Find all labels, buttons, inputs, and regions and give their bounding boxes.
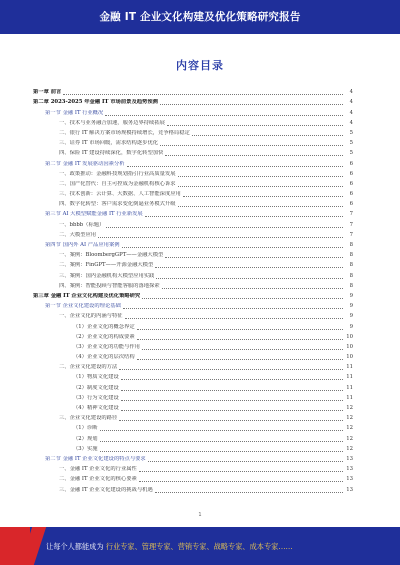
toc-entry-page: 11 [346,364,353,371]
toc-entry-text: 二、案例：FinGPT——开源金融大模型 [59,262,154,269]
toc-entry-text: 一、企业文化的内涵与特征 [59,313,123,320]
toc-leader-dots [139,481,343,482]
toc-entry-text: 第四节 国内外 AI 产品应用案例 [45,242,120,248]
toc-leader-dots [137,329,343,330]
toc-heading: 内容目录 [176,59,224,72]
toc-leader-dots [178,176,343,177]
toc-entry-page: 10 [346,354,353,361]
toc-entry-page: 6 [349,170,353,177]
toc-entry[interactable] [33,280,353,290]
toc-entry[interactable] [33,198,353,208]
footer-lead-text: 让每个人都能成为 [46,542,104,551]
toc-entry[interactable] [33,402,353,412]
toc-leader-dots [156,278,343,279]
toc-entry-page: 8 [349,262,353,269]
toc-entry-page: 12 [346,425,353,432]
toc-entry-page: 9 [349,303,353,310]
toc-entry-page: 11 [346,374,353,381]
toc-leader-dots [137,359,343,360]
toc-entry[interactable] [33,422,353,432]
toc-entry-text: 一、技术与业务融合加速，服务边界持续拓展 [59,119,165,126]
toc-leader-dots [121,390,343,391]
toc-entry-text: 第一节 金融 IT 行业概况 [45,109,104,116]
toc-entry[interactable] [33,239,353,249]
toc-leader-dots [167,125,343,126]
toc-entry[interactable] [33,188,353,198]
toc-entry[interactable] [33,259,353,269]
toc-entry-text: 三、企业文化建设的路径 [59,415,118,422]
toc-entry[interactable] [33,117,353,127]
toc-leader-dots [160,145,343,146]
toc-entry-text: 一、案例：BloombergGPT——金融大模型 [59,252,164,259]
toc-entry-page: 4 [349,109,353,116]
toc-entry-text: 二、大模型应用 [59,231,97,238]
toc-entry[interactable] [33,371,353,381]
toc-entry[interactable] [33,147,353,157]
toc-entry-text: 三、技术创新：云计算、大数据、人工智能深度应用 [59,191,181,198]
toc-entry-text: 第二节 金融 IT 企业文化建设的特点与要求 [45,455,146,462]
toc-entry-text: 第一节 企业文化建设的理论基础 [45,303,121,310]
toc-leader-dots [160,104,343,105]
toc-entry[interactable] [33,96,353,106]
toc-entry-page: 13 [346,486,353,493]
toc-entry[interactable] [33,229,353,239]
toc-leader-dots [127,166,343,167]
toc-leader-dots [121,410,343,411]
page-number: 1 [198,512,202,518]
toc-entry-page: 11 [346,394,353,401]
toc-entry-text: 二、银行 IT 解决方案市场规模持续增长，竞争格局稳定 [59,129,190,136]
toc-entry-text: （1）物质文化建设 [73,374,119,381]
toc-entry[interactable] [33,168,353,178]
toc-entry[interactable] [33,331,353,341]
toc-entry-text: （3）企业文化的功能与作用 [73,343,140,350]
toc-entry-text: （2）企业文化的构成要素 [73,333,135,340]
toc-entry-page: 9 [349,323,353,330]
toc-leader-dots [139,471,343,472]
toc-leader-dots [148,461,343,462]
toc-entry-page: 6 [349,160,353,167]
toc-entry-page: 6 [349,191,353,198]
toc-leader-dots [142,349,343,350]
toc-entry-text: 二、国产化替代：自主可控成为金融机构核心诉求 [59,180,176,187]
toc-entry[interactable] [33,127,353,137]
toc-entry-text: 三、证券 IT 市场回暖，需求结构逐步优化 [59,140,159,147]
toc-entry-text: 四、保险 IT 建设持续深化，数字化转型加快 [59,150,164,157]
toc-entry[interactable] [33,443,353,453]
toc-entry[interactable] [33,208,353,218]
toc-entry-page: 6 [349,201,353,208]
toc-entry-text: （1）企业文化的概念界定 [73,323,135,330]
toc-entry-text: （4）精神文化建设 [73,405,119,411]
toc-entry-page: 12 [346,435,353,442]
toc-entry[interactable] [33,453,353,463]
toc-entry-page: 8 [349,272,353,279]
toc-entry-page: 10 [346,343,353,350]
toc-entry-page: 12 [346,405,353,411]
toc-entry-text: 一、bbbb（标题） [59,221,105,228]
toc-entry[interactable] [33,392,353,402]
toc-entry[interactable] [33,290,353,300]
toc-entry-page: 4 [349,99,353,106]
footer-banner [0,527,400,565]
toc-leader-dots [165,257,343,258]
toc-leader-dots [121,400,343,401]
toc-entry-page: 9 [349,292,353,299]
toc-entry-page: 7 [349,231,353,238]
toc-entry-text: （4）企业文化的层次结构 [73,354,135,361]
toc-entry-text: （3）行为文化建设 [73,394,119,401]
toc-entry-text: 三、案例：国内金融机构大模型应用实践 [59,272,155,279]
toc-entry-text: 二、企业文化建设的方法 [59,364,118,371]
toc-entry-text: 第一章 前言 [33,89,62,96]
toc-entry-page: 10 [346,333,353,340]
toc-leader-dots [155,492,343,493]
toc-entry-page: 4 [349,119,353,126]
report-title: 金融 IT 企业文化构建及优化策略研究报告 [99,11,301,23]
toc-leader-dots [165,155,343,156]
toc-leader-dots [119,369,343,370]
toc-entry-text: 二、金融 IT 企业文化的核心要素 [59,476,137,483]
table-of-contents [33,86,353,494]
toc-entry-text: 四、案例：智能投顾与智能客服的落地探索 [59,282,160,289]
toc-entry-text: 一、政策推动：金融科技规划指引行业高质量发展 [59,170,176,177]
toc-entry[interactable] [33,473,353,483]
toc-leader-dots [183,196,343,197]
toc-leader-dots [137,339,343,340]
toc-entry-page: 7 [349,211,353,218]
toc-entry-text: 第二章 2023-2025 年金融 IT 市场前景及趋势预测 [33,99,158,106]
toc-entry-page: 5 [349,150,353,157]
toc-entry[interactable] [33,178,353,188]
toc-leader-dots [142,298,343,299]
toc-entry[interactable] [33,361,353,371]
toc-entry-text: 第二节 金融 IT 发展驱动因素分析 [45,160,125,167]
toc-entry-page: 8 [349,282,353,289]
toc-leader-dots [178,186,343,187]
toc-entry[interactable] [33,269,353,279]
toc-entry-page: 13 [346,455,353,462]
toc-entry-text: （3）实施 [73,445,98,452]
toc-entry[interactable] [33,310,353,320]
toc-entry[interactable] [33,300,353,310]
toc-leader-dots [122,247,343,248]
toc-entry-page: 5 [349,140,353,147]
toc-entry[interactable] [33,351,353,361]
toc-leader-dots [178,206,343,207]
report-header [0,0,400,34]
toc-entry-text: （1）诊断 [73,425,98,432]
toc-entry[interactable] [33,106,353,116]
toc-entry-page: 11 [346,384,353,391]
toc-entry-page: 13 [346,466,353,473]
toc-entry-page: 12 [346,445,353,452]
toc-entry[interactable] [33,381,353,391]
toc-entry-text: （2）规划 [73,435,98,442]
toc-entry[interactable] [33,483,353,493]
toc-entry[interactable] [33,86,353,96]
toc-entry[interactable] [33,137,353,147]
toc-leader-dots [162,288,343,289]
toc-entry-text: 三、金融 IT 企业文化建设的挑战与机遇 [59,486,153,493]
toc-entry[interactable] [33,218,353,228]
toc-entry[interactable] [33,432,353,442]
toc-entry[interactable] [33,463,353,473]
toc-entry-page: 7 [349,221,353,228]
toc-entry-page: 8 [349,252,353,259]
toc-entry-text: 第三章 金融 IT 企业文化构建及优化策略研究 [33,292,141,299]
toc-leader-dots [63,94,343,95]
toc-entry-text: 四、数字化转型：客户需求变化倒逼业务模式升级 [59,201,176,208]
toc-entry-page: 12 [346,415,353,422]
toc-leader-dots [105,115,343,116]
toc-leader-dots [125,318,343,319]
toc-entry-text: 第三节 AI 大模型赋能金融 IT 行业新发展 [45,211,143,218]
toc-leader-dots [98,237,343,238]
toc-leader-dots [121,379,343,380]
toc-entry-page: 9 [349,313,353,320]
toc-leader-dots [100,441,343,442]
toc-leader-dots [100,430,343,431]
toc-leader-dots [145,216,343,217]
toc-leader-dots [106,227,343,228]
toc-entry-page: 13 [346,476,353,483]
toc-leader-dots [155,267,343,268]
toc-leader-dots [123,308,343,309]
toc-entry-text: （2）制度文化建设 [73,384,119,391]
toc-entry-page: 4 [349,89,353,96]
toc-leader-dots [119,420,343,421]
footer-tags-text: 行业专家、管理专家、营销专家、战略专家、成本专家…… [105,542,293,551]
toc-entry[interactable] [33,249,353,259]
toc-entry[interactable] [33,341,353,351]
toc-entry[interactable] [33,412,353,422]
toc-entry-text: 一、金融 IT 企业文化的行业属性 [59,466,137,473]
footer-slogan [46,542,396,552]
toc-entry-page: 5 [349,129,353,136]
toc-entry[interactable] [33,320,353,330]
toc-leader-dots [100,451,343,452]
toc-entry-page: 6 [349,180,353,187]
toc-entry-page: 8 [349,242,353,248]
toc-leader-dots [192,135,343,136]
toc-entry[interactable] [33,157,353,167]
